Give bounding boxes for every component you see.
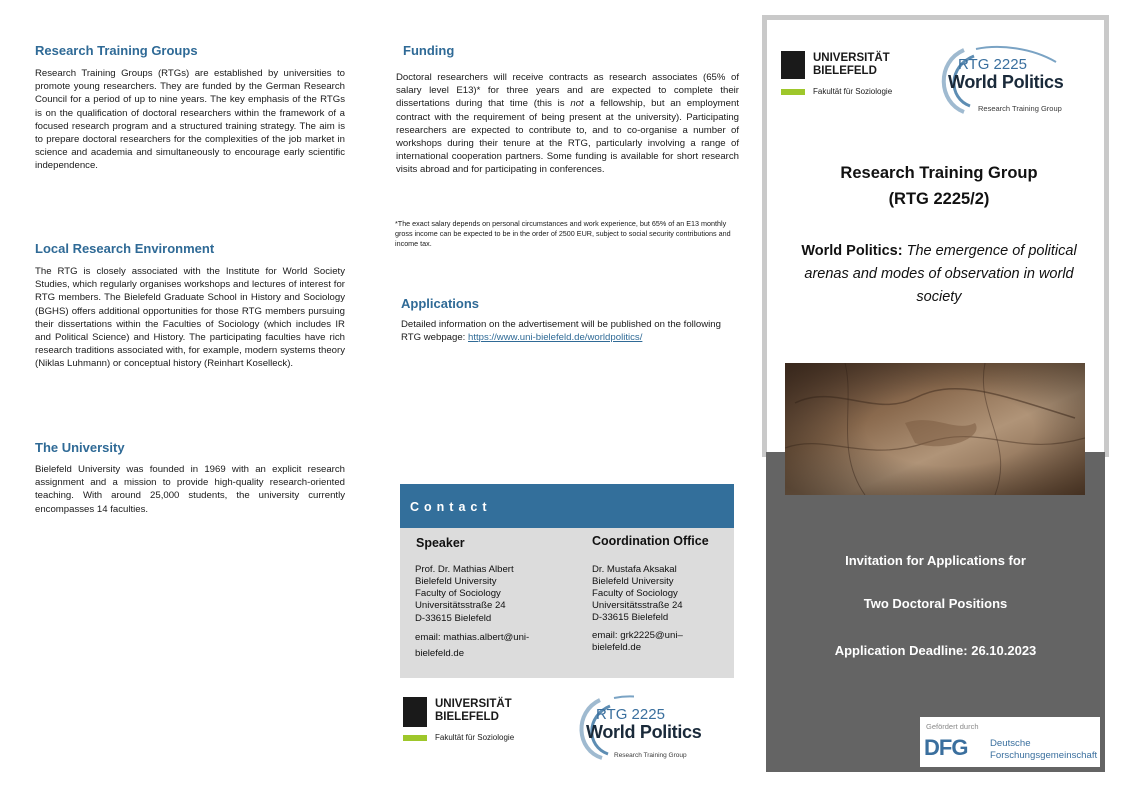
rtg-section-title: Research Training Groups [35, 43, 198, 58]
dfg-mark: DFG [924, 735, 968, 760]
funding-emphasis: not [570, 98, 584, 110]
university-logo-square [781, 51, 805, 79]
rtg-logo-number: RTG 2225 [596, 706, 665, 723]
contact-title: Contact [410, 500, 492, 514]
cover-subtitle: World Politics: The emergence of political arenas and modes of observation in world society [801, 243, 1077, 305]
university-logo-top [781, 51, 931, 101]
rtg-webpage-link[interactable]: https://www.uni-bielefeld.de/worldpolitics/ [468, 332, 643, 344]
positions-text: Two Doctoral Positions [863, 596, 1008, 611]
speaker-email[interactable]: email: mathias.albert@uni- bielefeld.de [415, 632, 530, 659]
university-logo-square [403, 697, 427, 727]
funding-title: Funding [403, 43, 455, 58]
rtg-logo-top [936, 44, 1086, 116]
university-logo-bottom [403, 697, 543, 745]
rtg-logo-number: RTG 2225 [958, 56, 1027, 73]
rtg-logo-name: World Politics [948, 72, 1064, 92]
dfg-name: Deutsche Forschungsgemeinschaft [990, 738, 1098, 761]
dfg-funded-by: Gefördert durch [926, 722, 979, 731]
local-env-title: Local Research Environment [35, 241, 215, 256]
rtg-logo-subtitle: Research Training Group [978, 104, 1062, 113]
rtg-section-body: Research Training Groups (RTGs) are established by universities to promote young researchers. They are funded by the German Research Council for a period of up to nine years. The key emphasis of the RTGs is on the qualification of doctoral researchers within the framework of a focused research program and a structured training strategy. The aim is to prepare doctoral researchers for the complexities of the job market in science and academia and simultaneously to encourage early scientific independence. [35, 68, 345, 172]
invitation-text: Invitation for Applications for [845, 553, 1026, 568]
rtg-logo-subtitle: Research Training Group [614, 752, 687, 759]
university-logo-faculty: Fakultät für Soziologie [813, 87, 893, 96]
applications-title: Applications [401, 296, 480, 311]
funding-footnote: *The exact salary depends on personal circumstances and work experience, but 65% of an E13 monthly gross income can be expected to be in the order of 2500 EUR, subject to social security contributions and income tax. [395, 219, 731, 249]
rtg-logo-bottom [574, 694, 724, 762]
funding-body: Doctoral researchers will receive contracts as research associates (65% of salary level E13)* for three years and are expected to complete their dissertations during that time (this is not a fellowship, but an employment contract with the requirement of being present at the university). Participating researchers are expected to contribute to, and to co-organise a number of workshops during their tenure at the RTG, particularly involving a range of international cooperation partners. Some funding is available for short research visits abroad and for participating in conferences. [396, 72, 739, 176]
rtg-logo-name: World Politics [586, 722, 702, 742]
office-heading: Coordination Office [592, 534, 709, 548]
office-email[interactable]: email: grk2225@uni– bielefeld.de [592, 630, 683, 653]
cover-title-number: (RTG 2225/2) [888, 190, 990, 208]
university-body: Bielefeld University was founded in 1969 with an explicit research assignment and a mission to provide high-quality research-oriented teaching. With around 25,000 students, the university currently encompasses 14 faculties. [35, 464, 345, 515]
speaker-heading: Speaker [416, 536, 465, 550]
university-logo-bar [403, 735, 427, 741]
university-title: The University [35, 440, 125, 455]
local-env-body: The RTG is closely associated with the Institute for World Society Studies, which regularly organises workshops and lectures of interest for RTG members. The Bielefeld Graduate School in History and Sociology (BGHS) offers additional opportunities for those RTG members pursuing their dissertations within the Faculties of Sociology (which includes IR and Political Science) and History. The participating faculties have rich research traditions associated with, for example, modern systems theory (Niklas Luhmann) or conceptual history (Reinhart Koselleck). [35, 266, 345, 370]
speaker-address: Prof. Dr. Mathias Albert Bielefeld University Faculty of Sociology Universitätsstraße 24 D-33615 Bielefeld [415, 564, 514, 624]
deadline-text: Application Deadline: 26.10.2023 [834, 643, 1037, 658]
cover-title: Research Training Group [840, 164, 1038, 182]
university-logo-name: UNIVERSITÄT BIELEFELD [813, 52, 890, 77]
university-logo-name: UNIVERSITÄT BIELEFELD [435, 698, 512, 723]
office-address: Dr. Mustafa Aksakal Bielefeld University Faculty of Sociology Universitätsstraße 24 D-33615 Bielefeld [592, 564, 683, 623]
university-logo-bar [781, 89, 805, 95]
old-map-image [785, 363, 1085, 495]
applications-body: Detailed information on the advertisement will be published on the following RTG webpage: https://www.uni-bielefeld.de/worldpolitics/ [401, 319, 721, 344]
university-logo-faculty: Fakultät für Soziologie [435, 733, 515, 742]
